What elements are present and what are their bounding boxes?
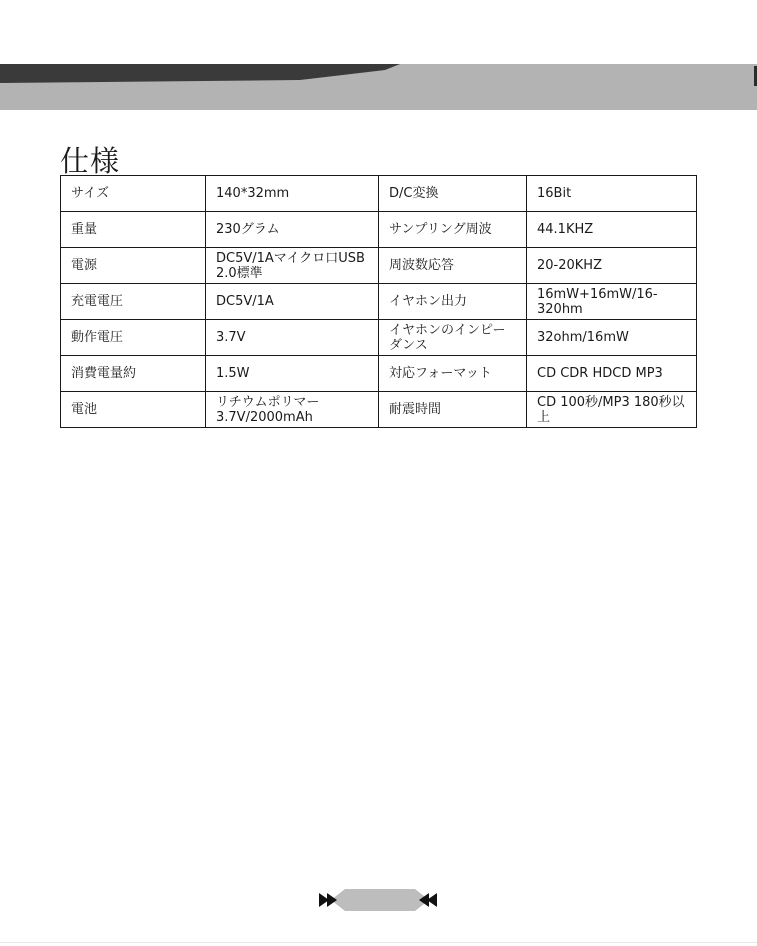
- table-row: [61, 212, 697, 248]
- spec-label-cell: 動作電圧: [61, 320, 206, 356]
- spec-label-cell: サイズ: [61, 176, 206, 212]
- spec-label-cell: 電源: [61, 248, 206, 284]
- spec-label-cell: D/C変換: [379, 176, 527, 212]
- spec-label-cell: サンプリング周波: [379, 212, 527, 248]
- page-title: 仕様: [60, 144, 121, 179]
- spec-value-cell: 230グラム: [206, 212, 379, 248]
- footer-nav: [317, 886, 439, 914]
- spec-value-cell: 20-20KHZ: [527, 248, 697, 284]
- table-row: [61, 248, 697, 284]
- spec-value-cell: 1.5W: [206, 356, 379, 392]
- bottom-rule: [0, 942, 757, 943]
- spec-value-cell: 16mW+16mW/16-320hm: [527, 284, 697, 320]
- table-row: [61, 356, 697, 392]
- spec-label-cell: 消費電量約: [61, 356, 206, 392]
- spec-label-cell: 重量: [61, 212, 206, 248]
- spec-value-cell: CD 100秒/MP3 180秒以上: [527, 392, 697, 428]
- spec-table-body: [61, 176, 697, 428]
- spec-label-cell: 充電電圧: [61, 284, 206, 320]
- spec-label-cell: 電池: [61, 392, 206, 428]
- table-row: [61, 392, 697, 428]
- nav-bar: [331, 889, 429, 911]
- table-row: [61, 284, 697, 320]
- spec-value-cell: DC5V/1Aマイクロ口USB 2.0標準: [206, 248, 379, 284]
- spec-label-cell: 周波数応答: [379, 248, 527, 284]
- spec-label-cell: イヤホンのインピーダンス: [379, 320, 527, 356]
- spec-label-cell: 耐震時間: [379, 392, 527, 428]
- spec-label-cell: イヤホン出力: [379, 284, 527, 320]
- spec-value-cell: 32ohm/16mW: [527, 320, 697, 356]
- spec-value-cell: DC5V/1A: [206, 284, 379, 320]
- double-arrow-right-icon[interactable]: [319, 893, 337, 907]
- spec-value-cell: 3.7V: [206, 320, 379, 356]
- spec-value-cell: 16Bit: [527, 176, 697, 212]
- table-row: [61, 320, 697, 356]
- spec-value-cell: リチウムポリマー 3.7V/2000mAh: [206, 392, 379, 428]
- spec-value-cell: 140*32mm: [206, 176, 379, 212]
- spec-value-cell: 44.1KHZ: [527, 212, 697, 248]
- spec-value-cell: CD CDR HDCD MP3: [527, 356, 697, 392]
- spec-table: [60, 175, 697, 428]
- table-row: [61, 176, 697, 212]
- header-band: [0, 0, 757, 120]
- spec-label-cell: 対応フォーマット: [379, 356, 527, 392]
